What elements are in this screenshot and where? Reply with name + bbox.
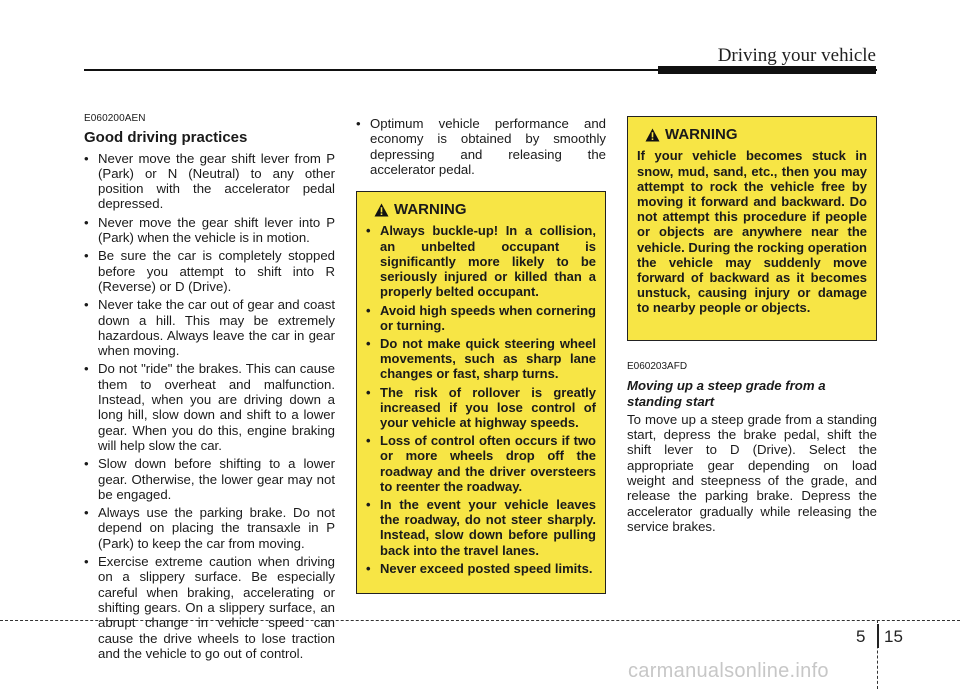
bullet-icon: •: [84, 214, 89, 230]
practices-list: [84, 151, 335, 662]
list-item: • Always use the parking brake. Do not depend on placing the transaxle in P (Park) to keep the car from moving.: [84, 505, 335, 551]
bullet-icon: •: [366, 384, 371, 400]
list-item: • The risk of rollover is greatly increased if you lose control of your vehicle at highway speeds.: [366, 384, 596, 430]
warning-list: [366, 223, 596, 575]
bullet-icon: •: [366, 223, 371, 239]
bullet-icon: •: [356, 116, 361, 131]
header-title: Driving your vehicle: [717, 45, 876, 66]
list-item: • Loss of control often occurs if two or more wheels drop off the roadway and the driver oversteers to reenter the roadway.: [366, 433, 596, 494]
chapter-number: 5: [856, 627, 866, 646]
warning-title: WARNING: [394, 201, 467, 219]
bullet-icon: •: [366, 560, 371, 576]
list-item: • Exercise extreme caution when driving on a slippery surface. Be especially careful when braking, accelerating or shifting gears. On a slippery surface, an abrupt change in vehicle speed can cause the drive wheels to lose traction and the vehicle to go out of control.: [84, 554, 335, 661]
warning-box-safety: [356, 191, 606, 594]
bullet-icon: •: [84, 361, 89, 377]
intro-list: [356, 116, 606, 177]
list-item: • Optimum vehicle performance and economy is obtained by smoothly depressing and releasing the accelerator pedal.: [356, 116, 606, 177]
bullet-icon: •: [366, 335, 371, 351]
list-item: • Do not make quick steering wheel movements, such as sharp lane changes or fast, sharp turns.: [366, 335, 596, 382]
bullet-icon: •: [84, 505, 89, 521]
page-number-divider: [877, 624, 879, 648]
watermark: carmanualsonline.info: [628, 660, 829, 682]
header-rule: [84, 69, 877, 71]
warning-header: [637, 127, 867, 142]
footer-rule: [0, 620, 960, 621]
section-code: E060203AFD: [627, 361, 688, 372]
list-item: • Slow down before shifting to a lower gear. Otherwise, the lower gear may not be engaged.: [84, 456, 335, 502]
bullet-icon: •: [84, 248, 89, 264]
column-right: [627, 116, 877, 534]
list-item: • Avoid high speeds when cornering or turning.: [366, 302, 596, 333]
section-code: E060200AEN: [84, 113, 146, 124]
page-number: 15: [884, 627, 903, 646]
section-heading: Good driving practices: [84, 129, 248, 147]
bullet-icon: •: [84, 297, 89, 313]
column-middle: [356, 116, 606, 594]
bullet-icon: •: [84, 554, 89, 570]
bullet-icon: •: [84, 456, 89, 472]
list-item: • Never exceed posted speed limits.: [366, 560, 593, 576]
bullet-icon: •: [366, 496, 371, 512]
list-item: • Do not "ride" the brakes. This can cause them to overheat and malfunction. Instead, when you are driving down a long hill, slow down and shift to a lower gear. When you do this, engine braking will help slow the car.: [84, 361, 335, 453]
warning-triangle-icon: [374, 203, 389, 217]
warning-text: If your vehicle becomes stuck in snow, mud, sand, etc., then you may attempt to rock the vehicle free by moving it forward and backward. Do not attempt this procedure if people or objects are anywhere near the vehicle. During the rocking operation the vehicle may suddenly move forward of backward as it becomes unstuck, causing injury or damage to nearby people or objects.: [637, 148, 867, 316]
bullet-icon: •: [84, 150, 89, 166]
warning-triangle-icon: [645, 128, 660, 142]
warning-header: [366, 202, 596, 217]
column-left: [84, 111, 335, 664]
warning-box-stuck: [627, 116, 877, 341]
list-item: • In the event your vehicle leaves the roadway, do not steer sharply. Instead, slow down before pulling back into the travel lanes.: [366, 496, 596, 558]
bullet-icon: •: [366, 302, 371, 318]
warning-title: WARNING: [665, 126, 738, 143]
list-item: • Be sure the car is completely stopped before you attempt to shift into R (Reverse) or D (Drive).: [84, 248, 335, 294]
list-item: • Never take the car out of gear and coast down a hill. This may be extremely hazardous. Always leave the car in gear when moving.: [84, 297, 335, 359]
list-item: • Always buckle-up! In a collision, an unbelted occupant is significantly more likely to be seriously injured or killed than a properly belted occupant.: [366, 223, 596, 300]
body-paragraph: To move up a steep grade from a standing start, depress the brake pedal, shift the shift lever to D (Drive). Select the appropriate gear depending on load weight and steepness of the grade, and release the parking brake. Depress the accelerator gradually while releasing the service brakes.: [627, 411, 877, 534]
list-item: • Never move the gear shift lever from P (Park) or N (Neutral) to any other position with the accelerator pedal depressed.: [84, 150, 335, 212]
subsection-heading: Moving up a steep grade from a standing start: [627, 378, 826, 409]
bullet-icon: •: [366, 433, 371, 449]
list-item: • Never move the gear shift lever into P (Park) when the vehicle is in motion.: [84, 214, 335, 246]
